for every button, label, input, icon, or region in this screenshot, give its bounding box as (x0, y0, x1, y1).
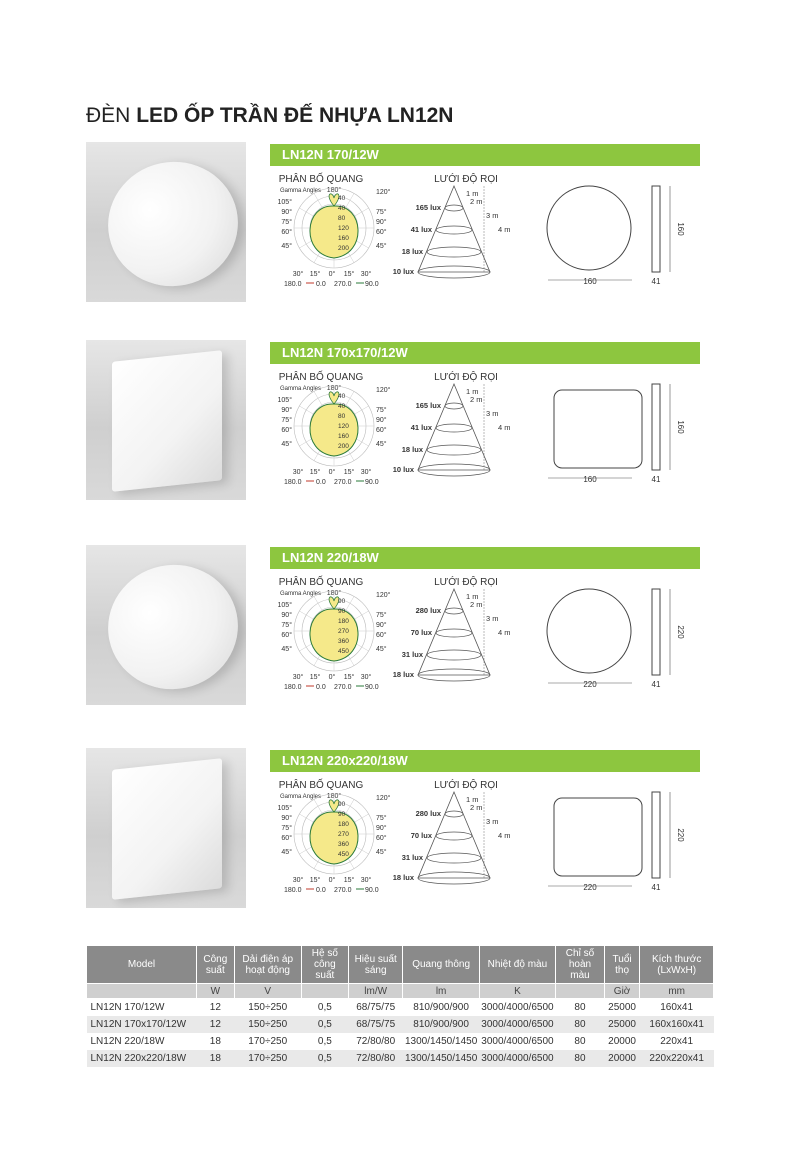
lux-label: 280 lux (415, 809, 441, 818)
lamp-image (112, 350, 222, 492)
product-diagrams (276, 778, 706, 908)
polar-curve (310, 812, 358, 864)
table-header-cell: Model (87, 946, 197, 984)
legend-b: 0.0 (316, 887, 326, 894)
polar-ring-label: 90 (338, 608, 346, 615)
polar-angle-left: 105° (277, 602, 292, 609)
dim-depth: 41 (651, 680, 661, 689)
cone-ellipse (445, 205, 463, 211)
product-photo (86, 748, 246, 908)
polar-bottom-angle: 15° (309, 469, 321, 476)
polar-angle-left: 75° (281, 622, 292, 629)
product-diagrams (276, 370, 706, 500)
cone-ellipse (427, 853, 481, 863)
legend-b: 0.0 (316, 281, 326, 288)
front-view-square (554, 390, 642, 468)
lux-label: 31 lux (401, 853, 423, 862)
front-view-round (547, 186, 631, 270)
polar-angle-right: 120° (376, 795, 391, 802)
lux-label: 10 lux (392, 465, 414, 474)
lux-label: 41 lux (410, 423, 432, 432)
table-cell: 80 (556, 1016, 605, 1033)
dim-depth: 41 (651, 475, 661, 484)
lux-label: 18 lux (392, 670, 414, 679)
table-cell: 3000/4000/6500 (481, 1036, 554, 1047)
polar-ring-label: 270 (338, 831, 349, 838)
table-cell: 220x41 (660, 1036, 694, 1047)
table-unit-cell (556, 984, 605, 999)
polar-angle-left: 90° (281, 612, 292, 619)
legend-d: 90.0 (365, 281, 379, 288)
phan-bo-quang-label: PHÂN BỐ QUANG (278, 780, 364, 791)
table-cell: 150÷250 (234, 1016, 301, 1033)
polar-bottom-angle: 30° (292, 674, 304, 681)
polar-ring-label: 40 (338, 205, 346, 212)
table-header-cell: Kích thước (LxWxH) (640, 946, 714, 984)
dim-width: 160 (583, 475, 597, 484)
cone-ellipse (436, 226, 472, 234)
distance-label: 1 m (466, 387, 479, 396)
polar-angle-left: 60° (281, 835, 292, 842)
polar-bottom-angle: 30° (360, 469, 372, 476)
table-cell: 12 (197, 1016, 235, 1033)
polar-top-angle: 180° (326, 385, 342, 392)
legend-c: 270.0 (334, 281, 352, 288)
polar-angle-left: 45° (281, 243, 292, 250)
cone-ellipse (436, 424, 472, 432)
side-view (652, 792, 660, 878)
polar-angle-left: 90° (281, 815, 292, 822)
polar-angle-right: 75° (376, 815, 387, 822)
table-cell: 150÷250 (248, 1002, 288, 1013)
polar-bottom-angle: 30° (360, 674, 372, 681)
polar-ring-label: 200 (338, 443, 349, 450)
table-cell: 1300/1450/1450 (403, 1050, 479, 1067)
product-photo (86, 545, 246, 705)
table-cell: 72/80/80 (356, 1036, 396, 1047)
product-name-bar: LN12N 220/18W (270, 547, 700, 569)
polar-angle-left: 75° (281, 219, 292, 226)
polar-bottom-angle: 15° (343, 469, 355, 476)
distance-label: 4 m (498, 423, 511, 432)
polar-angle-left: 105° (277, 199, 292, 206)
table-row (87, 1033, 714, 1050)
polar-ring-label: 80 (338, 413, 346, 420)
table-cell: 160x41 (660, 1002, 694, 1013)
cone-ellipse (427, 247, 481, 257)
table-header-cell: Công suất (197, 946, 235, 984)
polar-bottom-angle: 15° (309, 877, 321, 884)
distance-label: 3 m (486, 614, 499, 623)
side-view (652, 384, 660, 470)
product-diagrams (276, 172, 706, 302)
lux-label: 165 lux (415, 203, 441, 212)
product-photo (86, 340, 246, 500)
table-cell: 12 (209, 1002, 221, 1013)
polar-ring-label: 160 (338, 433, 349, 440)
table-row (87, 999, 714, 1017)
lux-label: 280 lux (415, 606, 441, 615)
polar-angle-right: 45° (376, 441, 387, 448)
polar-angle-left: 90° (281, 407, 292, 414)
polar-angle-left: 105° (277, 397, 292, 404)
lamp-image (97, 553, 246, 701)
table-cell: 170÷250 (248, 1036, 288, 1047)
polar-angle-right: 75° (376, 209, 387, 216)
table-cell: 68/75/75 (348, 1016, 403, 1033)
cone-ellipse (427, 445, 481, 455)
polar-angle-left: 90° (281, 209, 292, 216)
cone-ellipse (445, 608, 463, 614)
table-header-cell: Nhiệt độ màu (479, 946, 555, 984)
polar-top-angle: 180° (326, 187, 342, 194)
distance-label: 3 m (486, 817, 499, 826)
table-header-cell: Hiệu suất sáng (348, 946, 403, 984)
product-photo (86, 142, 246, 302)
polar-bottom-angle: 0° (328, 877, 336, 884)
polar-angle-right: 60° (376, 427, 387, 434)
dim-height: 220 (676, 828, 685, 842)
table-header-cell: Hệ số công suất (301, 946, 348, 984)
polar-angle-right: 45° (376, 646, 387, 653)
polar-angle-right: 60° (376, 835, 387, 842)
polar-angle-right: 90° (376, 825, 387, 832)
dim-width: 220 (583, 680, 597, 689)
polar-ring-label: 90 (338, 811, 346, 818)
polar-ring-label: 450 (338, 648, 349, 655)
distance-label: 4 m (498, 831, 511, 840)
polar-bottom-angle: 30° (292, 877, 304, 884)
table-row (87, 1016, 714, 1033)
table-header-cell: Tuổi thọ (604, 946, 639, 984)
polar-bottom-angle: 0° (328, 469, 336, 476)
gamma-label: Gamma Angles (280, 188, 322, 194)
side-view (652, 186, 660, 272)
polar-angle-left: 105° (277, 805, 292, 812)
gamma-label: Gamma Angles (280, 794, 322, 800)
table-cell: 3000/4000/6500 (481, 1002, 554, 1013)
dim-depth: 41 (651, 883, 661, 892)
table-cell: 170÷250 (234, 1050, 301, 1067)
luoi-do-roi-label: LƯỚI ĐỘ RỌI (434, 174, 498, 185)
product-name-bar: LN12N 170/12W (270, 144, 700, 166)
table-cell: 80 (574, 1036, 586, 1047)
table-cell: 18 (209, 1036, 221, 1047)
product-section (0, 142, 800, 307)
polar-angle-right: 120° (376, 592, 391, 599)
legend-a: 180.0 (284, 479, 302, 486)
polar-bottom-angle: 0° (328, 674, 336, 681)
phan-bo-quang-label: PHÂN BỐ QUANG (278, 577, 364, 588)
table-cell: 1300/1450/1450 (404, 1036, 478, 1047)
polar-ring-label: 40 (338, 195, 346, 202)
table-unit-cell: Giờ (604, 984, 639, 999)
legend-d: 90.0 (365, 684, 379, 691)
polar-bottom-angle: 15° (309, 674, 321, 681)
polar-ring-label: 40 (338, 393, 346, 400)
legend-c: 270.0 (334, 479, 352, 486)
luoi-do-roi-label: LƯỚI ĐỘ RỌI (434, 577, 498, 588)
polar-angle-right: 45° (376, 243, 387, 250)
table-unit-cell: lm/W (348, 984, 403, 999)
polar-angle-left: 75° (281, 825, 292, 832)
distance-label: 1 m (466, 592, 479, 601)
legend-a: 180.0 (284, 281, 302, 288)
polar-angle-right: 60° (376, 229, 387, 236)
table-cell: 220x220x41 (640, 1050, 714, 1067)
table-cell: 810/900/900 (413, 1002, 469, 1013)
table-unit-cell (301, 984, 348, 999)
table-cell: 20000 (604, 1050, 639, 1067)
table-unit-cell: V (234, 984, 301, 999)
dim-width: 160 (583, 277, 597, 286)
table-cell: 72/80/80 (348, 1050, 403, 1067)
product-section (0, 748, 800, 913)
polar-top-angle: 180° (326, 590, 342, 597)
legend-a: 180.0 (284, 887, 302, 894)
polar-curve (310, 609, 358, 661)
polar-ring-label: 120 (338, 225, 349, 232)
distance-label: 4 m (498, 225, 511, 234)
lux-label: 18 lux (401, 247, 423, 256)
distance-label: 3 m (486, 409, 499, 418)
distance-label: 1 m (466, 795, 479, 804)
gamma-label: Gamma Angles (280, 386, 322, 392)
legend-d: 90.0 (365, 479, 379, 486)
table-cell: 68/75/75 (356, 1002, 396, 1013)
polar-bottom-angle: 15° (343, 271, 355, 278)
table-cell: LN12N 170/12W (90, 1002, 165, 1013)
distance-label: 4 m (498, 628, 511, 637)
cone-ellipse (427, 650, 481, 660)
polar-bottom-angle: 30° (292, 271, 304, 278)
distance-label: 2 m (470, 197, 483, 206)
table-cell: 0,5 (301, 1016, 348, 1033)
product-diagrams (276, 575, 706, 705)
dim-width: 220 (583, 883, 597, 892)
polar-angle-left: 45° (281, 849, 292, 856)
table-unit-cell: lm (403, 984, 479, 999)
legend-d: 90.0 (365, 887, 379, 894)
polar-ring-label: 120 (338, 423, 349, 430)
polar-angle-left: 45° (281, 441, 292, 448)
lux-label: 10 lux (392, 267, 414, 276)
table-unit-cell: K (479, 984, 555, 999)
lamp-image (97, 150, 246, 298)
table-cell: 80 (574, 1002, 586, 1013)
polar-angle-right: 120° (376, 387, 391, 394)
spec-table (86, 945, 714, 1067)
luoi-do-roi-label: LƯỚI ĐỘ RỌI (434, 372, 498, 383)
legend-c: 270.0 (334, 887, 352, 894)
distance-label: 2 m (470, 395, 483, 404)
front-view-square (554, 798, 642, 876)
table-cell: 20000 (608, 1036, 636, 1047)
polar-curve (310, 206, 358, 258)
cone-ellipse (436, 629, 472, 637)
legend-c: 270.0 (334, 684, 352, 691)
dim-height: 220 (676, 625, 685, 639)
polar-ring-label: 180 (338, 821, 349, 828)
side-view (652, 589, 660, 675)
polar-curve (310, 404, 358, 456)
table-unit-cell: W (197, 984, 235, 999)
polar-ring-label: 180 (338, 618, 349, 625)
page-title: ĐÈN LED ỐP TRẦN ĐẾ NHỰA LN12N (86, 104, 454, 127)
lux-label: 41 lux (410, 225, 432, 234)
table-cell: 80 (556, 1050, 605, 1067)
phan-bo-quang-label: PHÂN BỐ QUANG (278, 174, 364, 185)
product-section (0, 340, 800, 505)
polar-angle-right: 75° (376, 612, 387, 619)
polar-ring-label: 360 (338, 841, 349, 848)
lux-label: 18 lux (401, 445, 423, 454)
product-section (0, 545, 800, 710)
distance-label: 2 m (470, 600, 483, 609)
polar-bottom-angle: 15° (343, 674, 355, 681)
lux-label: 165 lux (415, 401, 441, 410)
polar-angle-right: 90° (376, 417, 387, 424)
table-cell: 0,5 (301, 1050, 348, 1067)
polar-ring-label: 90 (338, 598, 346, 605)
polar-angle-left: 60° (281, 632, 292, 639)
polar-bottom-angle: 0° (328, 271, 336, 278)
table-unit-cell: mm (640, 984, 714, 999)
lux-label: 70 lux (410, 831, 432, 840)
polar-angle-left: 60° (281, 427, 292, 434)
table-cell: 810/900/900 (403, 1016, 479, 1033)
polar-bottom-angle: 30° (360, 877, 372, 884)
polar-ring-label: 450 (338, 851, 349, 858)
polar-angle-right: 120° (376, 189, 391, 196)
table-cell: 160x160x41 (640, 1016, 714, 1033)
lux-label: 18 lux (392, 873, 414, 882)
table-cell: 3000/4000/6500 (479, 1016, 555, 1033)
table-cell: 0,5 (317, 1002, 332, 1013)
polar-top-angle: 180° (326, 793, 342, 800)
polar-ring-label: 80 (338, 215, 346, 222)
polar-angle-left: 75° (281, 417, 292, 424)
polar-angle-right: 90° (376, 219, 387, 226)
table-cell: LN12N 220x220/18W (87, 1050, 197, 1067)
page-title-bold: LED ỐP TRẦN ĐẾ NHỰA LN12N (136, 104, 454, 127)
polar-ring-label: 160 (338, 235, 349, 242)
polar-angle-right: 90° (376, 622, 387, 629)
cone-ellipse (436, 832, 472, 840)
polar-bottom-angle: 30° (360, 271, 372, 278)
table-cell: 0,5 (317, 1036, 332, 1047)
table-cell: 25000 (604, 1016, 639, 1033)
polar-angle-right: 75° (376, 407, 387, 414)
luoi-do-roi-label: LƯỚI ĐỘ RỌI (434, 780, 498, 791)
lamp-image (112, 758, 222, 900)
polar-ring-label: 360 (338, 638, 349, 645)
dim-height: 160 (676, 420, 685, 434)
polar-bottom-angle: 15° (343, 877, 355, 884)
polar-angle-left: 45° (281, 646, 292, 653)
product-name-bar: LN12N 220x220/18W (270, 750, 700, 772)
lux-label: 31 lux (401, 650, 423, 659)
polar-angle-right: 45° (376, 849, 387, 856)
legend-b: 0.0 (316, 479, 326, 486)
polar-ring-label: 90 (338, 801, 346, 808)
table-cell: LN12N 220/18W (90, 1036, 165, 1047)
table-cell: 3000/4000/6500 (479, 1050, 555, 1067)
dim-depth: 41 (651, 277, 661, 286)
front-view-round (547, 589, 631, 673)
polar-ring-label: 270 (338, 628, 349, 635)
polar-angle-right: 60° (376, 632, 387, 639)
polar-bottom-angle: 30° (292, 469, 304, 476)
polar-bottom-angle: 15° (309, 271, 321, 278)
distance-label: 3 m (486, 211, 499, 220)
distance-label: 1 m (466, 189, 479, 198)
distance-label: 2 m (470, 803, 483, 812)
table-cell: LN12N 170x170/12W (87, 1016, 197, 1033)
cone-ellipse (445, 403, 463, 409)
polar-ring-label: 40 (338, 403, 346, 410)
table-header-cell: Chỉ số hoàn màu (556, 946, 605, 984)
lux-label: 70 lux (410, 628, 432, 637)
legend-a: 180.0 (284, 684, 302, 691)
table-cell: 18 (197, 1050, 235, 1067)
table-cell: 25000 (608, 1002, 636, 1013)
product-name-bar: LN12N 170x170/12W (270, 342, 700, 364)
cone-ellipse (445, 811, 463, 817)
phan-bo-quang-label: PHÂN BỐ QUANG (278, 372, 364, 383)
table-unit-cell (87, 984, 197, 999)
dim-height: 160 (676, 222, 685, 236)
polar-ring-label: 200 (338, 245, 349, 252)
legend-b: 0.0 (316, 684, 326, 691)
gamma-label: Gamma Angles (280, 591, 322, 597)
table-header-cell: Dải điện áp hoạt động (234, 946, 301, 984)
table-header-cell: Quang thông (403, 946, 479, 984)
polar-angle-left: 60° (281, 229, 292, 236)
table-row (87, 1050, 714, 1067)
